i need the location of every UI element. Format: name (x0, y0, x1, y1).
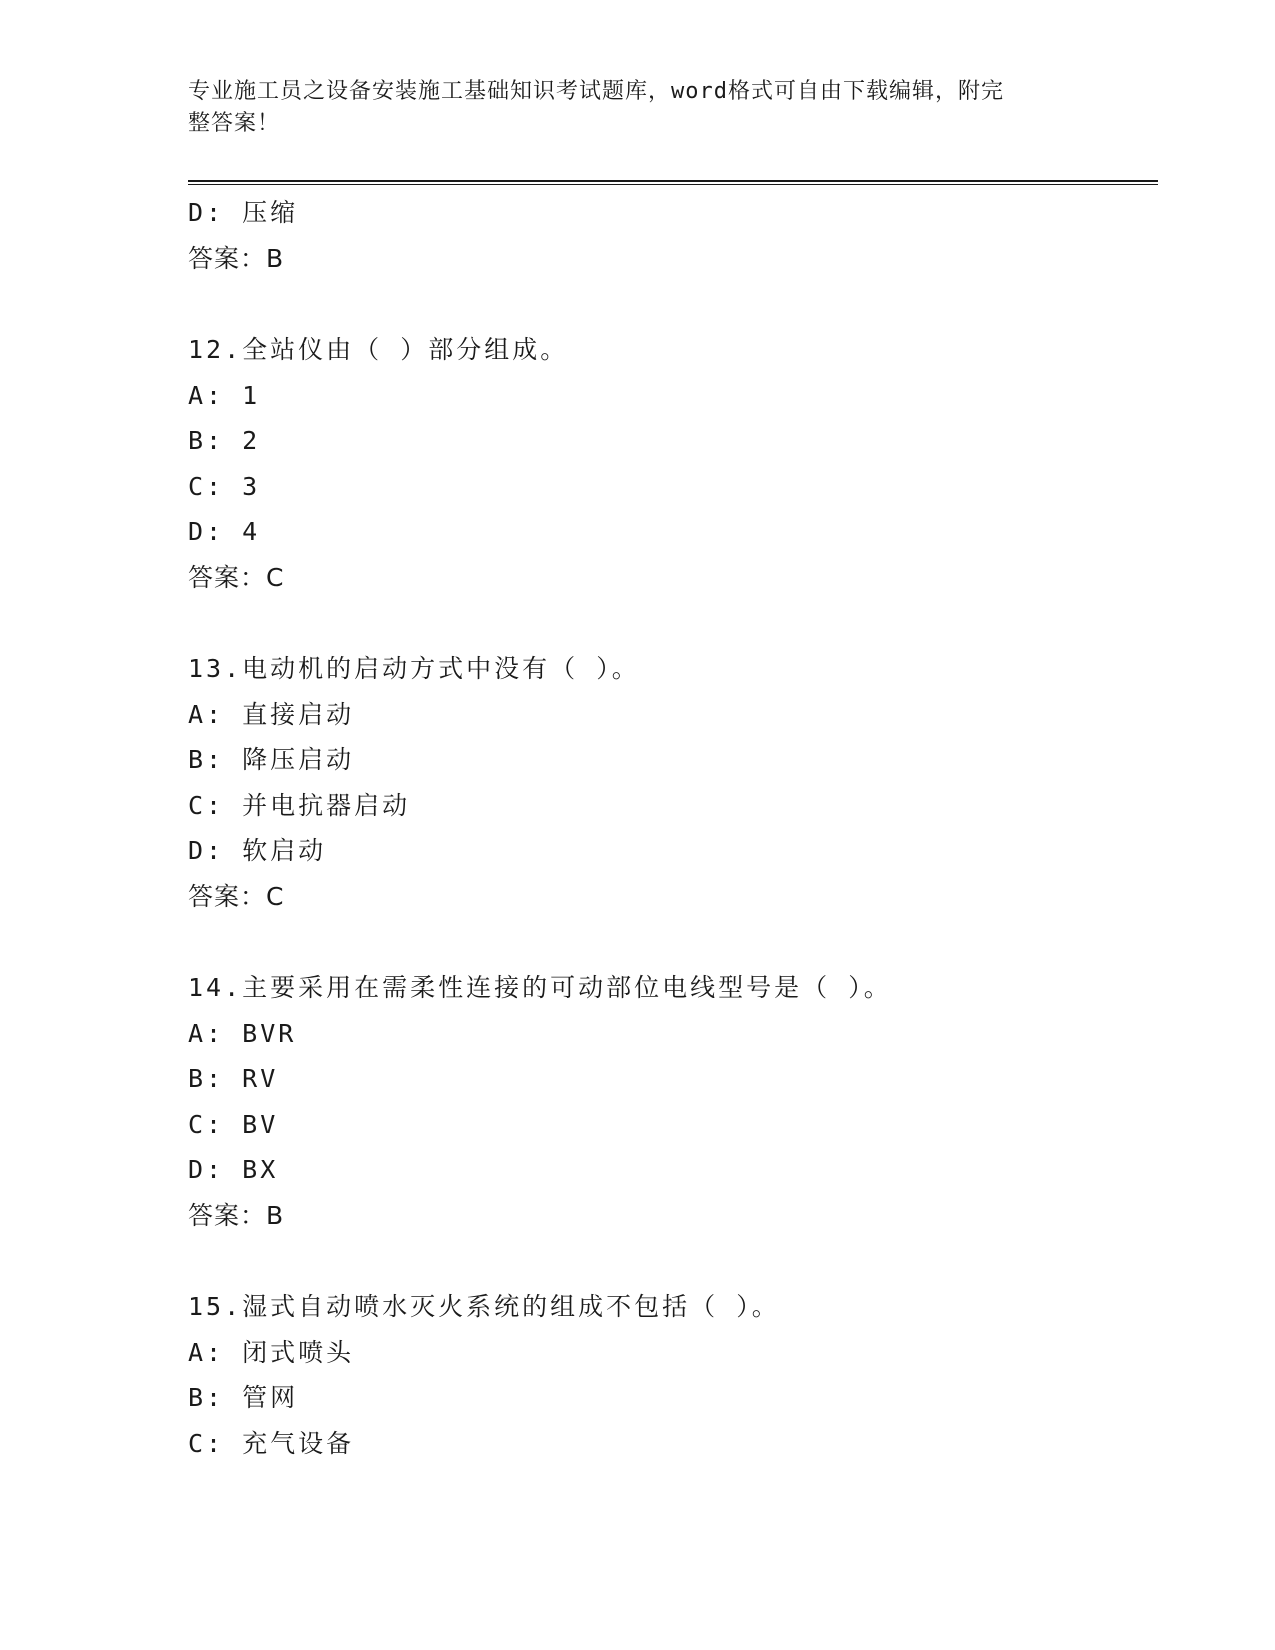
question-13 (188, 646, 1148, 919)
option-d: D: 压缩 (188, 198, 299, 227)
header-title-line-1: 专业施工员之设备安装施工基础知识考试题库，word格式可自由下载编辑，附完 (188, 79, 1004, 104)
option-b: B: RV (188, 1064, 279, 1093)
answer-line: 答案：C (188, 881, 285, 911)
question-list (188, 190, 1148, 1466)
previous-question-tail (188, 190, 1148, 281)
option-d: D: BX (188, 1155, 279, 1184)
question-14 (188, 965, 1148, 1238)
answer-line: 答案：C (188, 562, 285, 592)
question-15 (188, 1284, 1148, 1466)
header-divider-thick (188, 180, 1158, 182)
option-a: A: 1 (188, 380, 261, 410)
header-title-line-2: 整答案！ (188, 111, 281, 136)
question-stem: 12.全站仪由（ ）部分组成。 (188, 335, 569, 364)
question-stem: 13.电动机的启动方式中没有（ ）。 (188, 654, 640, 683)
option-c: C: 3 (188, 471, 261, 501)
question-12 (188, 327, 1148, 600)
option-b: B: 管网 (188, 1383, 299, 1412)
option-a: A: BVR (188, 1018, 297, 1048)
option-d: D: 软启动 (188, 836, 327, 865)
option-c: C: 并电抗器启动 (188, 790, 411, 820)
option-d: D: 4 (188, 517, 261, 546)
question-stem: 14.主要采用在需柔性连接的可动部位电线型号是（ ）。 (188, 973, 892, 1002)
option-c: C: BV (188, 1109, 279, 1139)
answer-line: 答案：B (188, 243, 285, 273)
question-stem: 15.湿式自动喷水灭火系统的组成不包括（ ）。 (188, 1292, 780, 1321)
option-b: B: 2 (188, 426, 261, 455)
header-divider-thin (188, 184, 1158, 185)
answer-line: 答案：B (188, 1200, 285, 1230)
document-header (188, 76, 1068, 140)
option-c: C: 充气设备 (188, 1428, 355, 1458)
option-a: A: 直接启动 (188, 699, 355, 729)
option-b: B: 降压启动 (188, 745, 355, 774)
option-a: A: 闭式喷头 (188, 1337, 355, 1367)
